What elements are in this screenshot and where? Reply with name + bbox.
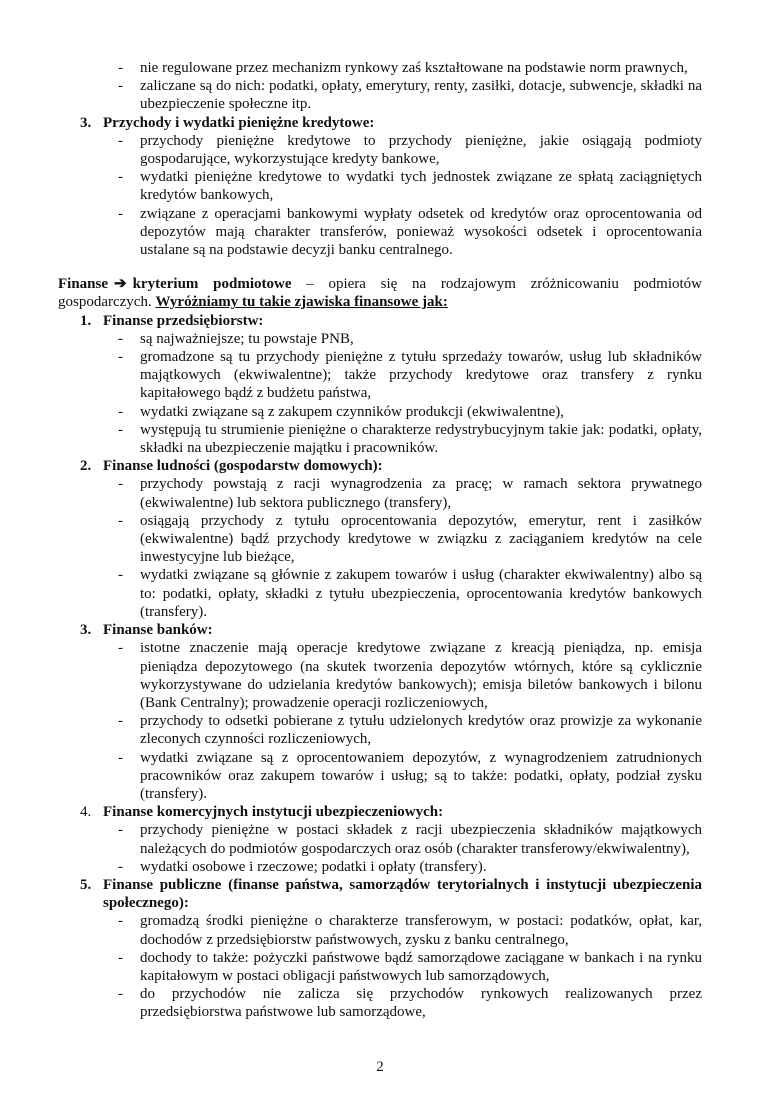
- list-item: - dochody to także: pożyczki państwowe bądź samorządowe zaciągane w bankach i na rynku kapitałowym w postaci obligacji państwowych lub samorządowych,: [140, 949, 702, 985]
- group-number: 3.: [80, 622, 92, 639]
- right-arrow-icon: ➔: [114, 276, 127, 293]
- list-item: - zaliczane są do nich: podatki, opłaty, emerytury, renty, zasiłki, dotacje, subwencje, składki na ubezpieczenie społeczne itp.: [140, 77, 702, 113]
- section-heading: [58, 114, 702, 132]
- list-item: - występują tu strumienie pieniężne o charakterze redystrybucyjnym takie jak: podatki, opłaty, składki na ubezpieczenie majątku i pracowników.: [140, 421, 702, 457]
- list-item: - wydatki związane są głównie z zakupem towarów i usług (charakter ekwiwalentny) albo są to: podatki, opłaty, składki z tytułu ubezpieczenia, oprocentowania kredytów bankowych (transfery).: [140, 566, 702, 621]
- group-number: 2.: [80, 458, 92, 475]
- group-title: Finanse przedsiębiorstw:: [103, 312, 264, 329]
- group-title: Finanse publiczne (finanse państwa, samorządów terytorialnych i instytucji ubezpieczenia społecznego):: [103, 876, 702, 912]
- list-item: - są najważniejsze; tu powstaje PNB,: [140, 330, 702, 348]
- list-item: - gromadzone są tu przychody pieniężne z tytułu sprzedaży towarów, usług lub składników majątkowych (ekwiwalentne); także przychody kredytowe oraz transfery z rynku kapitałowego bądź z budżetu państwa,: [140, 348, 702, 403]
- intro-text: – opiera się na rodzajowym zróżnicowaniu podmiotów gospodarczych.: [58, 276, 703, 311]
- list-item: - związane z operacjami bankowymi wypłaty odsetek od kredytów oraz oprocentowania od depozytów mają charakter transferów, ponieważ wysokości odsetek i oprocentowania ustalane są na podstawie decyzji banku centralnego.: [140, 205, 702, 260]
- finance-group: [58, 621, 702, 803]
- list-item: - wydatki związane są z zakupem czynników produkcji (ekwiwalentne),: [140, 403, 702, 421]
- list-item: - przychody powstają z racji wynagrodzenia za pracę; w ramach sektora prywatnego (ekwiwalentne) lub sektora publicznego (transfery),: [140, 475, 702, 511]
- intro-paragraph: [58, 275, 702, 311]
- group-heading: [58, 312, 702, 330]
- group-number: 4.: [80, 804, 92, 821]
- finance-groups: [58, 312, 702, 1022]
- intro-underlined: Wyróżniamy tu takie zjawiska finansowe jak:: [155, 294, 448, 311]
- group-heading: [58, 621, 702, 639]
- bullet-list: [58, 639, 702, 803]
- intro-criterion: kryterium podmiotowe: [132, 276, 292, 293]
- list-item: - wydatki związane są z oprocentowaniem depozytów, z wynagrodzeniem zatrudnionych pracowników oraz zakupem towarów i usług; są to także: podatki, opłaty, podział zysku (transfery).: [140, 749, 702, 804]
- finance-group: [58, 876, 702, 1022]
- section-credit-income-expenses: [58, 114, 702, 260]
- list-item: - istotne znaczenie mają operacje kredytowe związane z kreacją pieniądza, np. emisja pieniądza depozytowego (na skutek tworzenia depozytów wtórnych, które są cyklicznie wykorzystywane do udzielania kredytów bankowych); emisja biletów bankowych i bilonu (Bank Centralny); prowadzenie operacji rozliczeniowych,: [140, 639, 702, 712]
- finance-group: [58, 803, 702, 876]
- section-number: 3.: [80, 114, 92, 131]
- group-title: Finanse komercyjnych instytucji ubezpieczeniowych:: [103, 804, 444, 821]
- bullet-list: [58, 821, 702, 876]
- page-number: 2: [376, 1058, 384, 1075]
- group-heading: [58, 803, 702, 821]
- list-item: - gromadzą środki pieniężne o charakterze transferowym, w postaci: podatków, opłat, kar, dochodów z przedsiębiorstw państwowych, zysku z banku centralnego,: [140, 912, 702, 948]
- group-number: 1.: [80, 312, 92, 329]
- bullet-list: [58, 912, 702, 1021]
- list-item: - przychody to odsetki pobierane z tytułu udzielonych kredytów oraz prowizje za wykonanie zleconych czynności rozliczeniowych,: [140, 712, 702, 748]
- document-page: [58, 0, 702, 1106]
- list-item: - przychody pieniężne kredytowe to przychody pieniężne, jakie osiągają podmioty gospodarujące, wykorzystujące kredyty bankowe,: [140, 132, 702, 168]
- group-title: Finanse ludności (gospodarstw domowych):: [103, 458, 383, 475]
- intro-term: Finanse: [58, 276, 109, 293]
- group-heading: [58, 876, 702, 912]
- list-item: - wydatki osobowe i rzeczowe; podatki i opłaty (transfery).: [140, 858, 702, 876]
- list-item: - nie regulowane przez mechanizm rynkowy zaś kształtowane na podstawie norm prawnych,: [140, 59, 702, 77]
- list-item: - przychody pieniężne w postaci składek z racji ubezpieczenia składników majątkowych należących do podmiotów gospodarczych oraz osób (charakter transferowy/ekwiwalentny),: [140, 821, 702, 857]
- list-item: - wydatki pieniężne kredytowe to wydatki tych jednostek związane ze spłatą zaciągniętych kredytów bankowych,: [140, 168, 702, 204]
- group-number: 5.: [80, 876, 92, 893]
- list-item: - osiągają przychody z tytułu oprocentowania depozytów, emerytur, rent i zasiłków (ekwiwalentne) bądź przychody kredytowe w związku z zaciąganiem kredytów na cele inwestycyjne lub bieżące,: [140, 512, 702, 567]
- list-item: - do przychodów nie zalicza się przychodów rynkowych realizowanych przez przedsiębiorstwa państwowe lub samorządowe,: [140, 985, 702, 1021]
- section-title: Przychody i wydatki pieniężne kredytowe:: [103, 114, 375, 131]
- bullet-list: [58, 330, 702, 457]
- finance-group: [58, 312, 702, 458]
- group-heading: [58, 457, 702, 475]
- group-title: Finanse banków:: [103, 622, 213, 639]
- bullet-list: [58, 475, 702, 621]
- top-bullet-list: [58, 59, 702, 114]
- bullet-list: [58, 132, 702, 259]
- finance-group: [58, 457, 702, 621]
